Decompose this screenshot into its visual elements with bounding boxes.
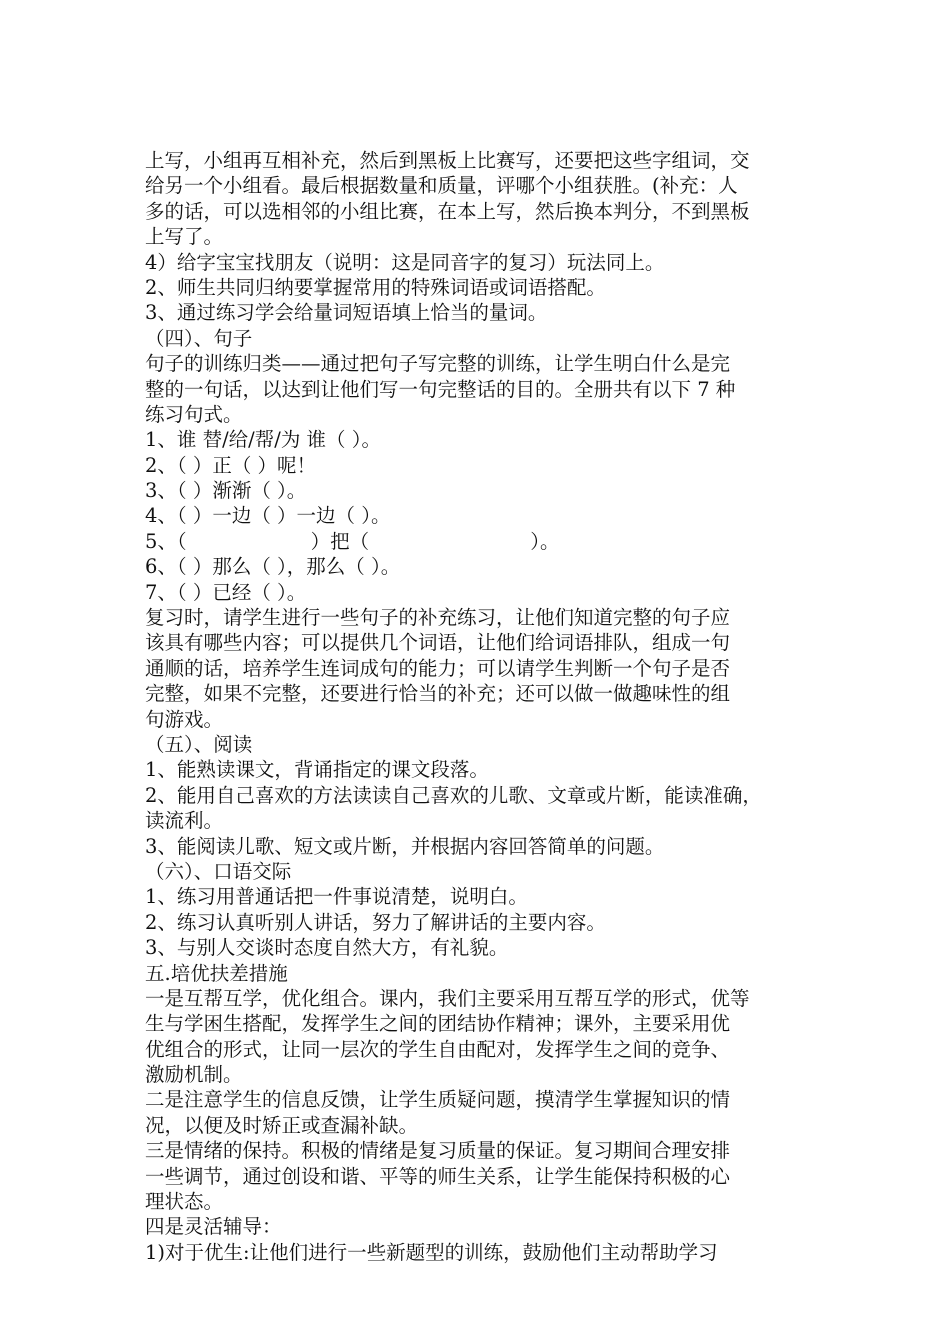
text-line: 句子的训练归类——通过把句子写完整的训练，让学生明白什么是完 [145, 352, 731, 376]
text-line: 4）给字宝宝找朋友（说明：这是同音字的复习）玩法同上。 [145, 250, 665, 274]
document-body [145, 148, 825, 1265]
sentence-pattern: 1、谁 替/给/帮/为 谁（ ）。 [145, 428, 381, 452]
sentence-pattern: 5、（ ）把（ ）。 [145, 529, 560, 553]
sentence-pattern: 6、（ ）那么（ ），那么（ ）。 [145, 555, 401, 579]
text-line: 理状态。 [145, 1190, 224, 1214]
text-line: 1、练习用普通话把一件事说清楚，说明白。 [145, 885, 528, 909]
text-line: 该具有哪些内容；可以提供几个词语，让他们给词语排队，组成一句 [145, 631, 731, 655]
text-line: 况，以便及时矫正或查漏补缺。 [145, 1113, 419, 1137]
text-line: 3、通过练习学会给量词短语填上恰当的量词。 [145, 301, 548, 325]
text-line: 读流利。 [145, 809, 224, 833]
text-line: 3、能阅读儿歌、短文或片断，并根据内容回答简单的问题。 [145, 834, 665, 858]
text-line: 整的一句话，以达到让他们写一句完整话的目的。全册共有以下 7 种 [145, 377, 736, 401]
section-heading: 五.培优扶差措施 [145, 961, 288, 985]
sentence-pattern: 4、（ ）一边（ ）一边（ ）。 [145, 504, 391, 528]
text-line: 一些调节，通过创设和谐、平等的师生关系，让学生能保持积极的心 [145, 1164, 731, 1188]
text-line: 上写了。 [145, 225, 224, 249]
section-heading: （五）、阅读 [145, 732, 253, 756]
text-line: 练习句式。 [145, 402, 243, 426]
text-line: 二是注意学生的信息反馈，让学生质疑问题，摸清学生掌握知识的情 [145, 1088, 731, 1112]
text-line: 上写，小组再互相补充，然后到黑板上比赛写，还要把这些字组词，交 [145, 149, 750, 172]
text-line: 四是灵活辅导： [145, 1215, 282, 1239]
sentence-pattern: 2、（ ）正（ ）呢！ [145, 453, 317, 477]
text-line: 2、师生共同归纳要掌握常用的特殊词语或词语搭配。 [145, 275, 606, 299]
text-line: 完整，如果不完整，还要进行恰当的补充；还可以做一做趣味性的组 [145, 682, 731, 706]
text-line: 生与学困生搭配，发挥学生之间的团结协作精神；课外，主要采用优 [145, 1012, 731, 1036]
section-heading: （四）、句子 [145, 326, 253, 350]
text-line: 一是互帮互学，优化组合。课内，我们主要采用互帮互学的形式，优等 [145, 986, 750, 1010]
text-line: 2、练习认真听别人讲话，努力了解讲话的主要内容。 [145, 910, 606, 934]
text-line: 3、与别人交谈时态度自然大方，有礼貌。 [145, 936, 509, 960]
text-line: 通顺的话，培养学生连词成句的能力；可以请学生判断一个句子是否 [145, 656, 731, 680]
text-line: 1、能熟读课文，背诵指定的课文段落。 [145, 758, 489, 782]
text-line: 句游戏。 [145, 707, 224, 731]
text-line: 优组合的形式，让同一层次的学生自由配对，发挥学生之间的竞争、 [145, 1037, 731, 1061]
text-line: 2、能用自己喜欢的方法读读自己喜欢的儿歌、文章或片断，能读准确， [145, 783, 762, 807]
text-line: 给另一个小组看。最后根据数量和质量，评哪个小组获胜。(补充：人 [145, 174, 738, 198]
text-line: 三是情绪的保持。积极的情绪是复习质量的保证。复习期间合理安排 [145, 1139, 731, 1163]
text-line: 激励机制。 [145, 1063, 243, 1087]
section-heading: （六）、口语交际 [145, 859, 292, 883]
text-line: 复习时，请学生进行一些句子的补充练习，让他们知道完整的句子应 [145, 606, 731, 630]
sentence-pattern: 3、（ ）渐渐（ ）。 [145, 479, 307, 503]
text-line: 多的话，可以选相邻的小组比赛，在本上写，然后换本判分，不到黑板 [145, 199, 750, 223]
text-line: 1)对于优生:让他们进行一些新题型的训练，鼓励他们主动帮助学习 [145, 1240, 718, 1264]
sentence-pattern: 7、（ ）已经（ ）。 [145, 580, 307, 604]
